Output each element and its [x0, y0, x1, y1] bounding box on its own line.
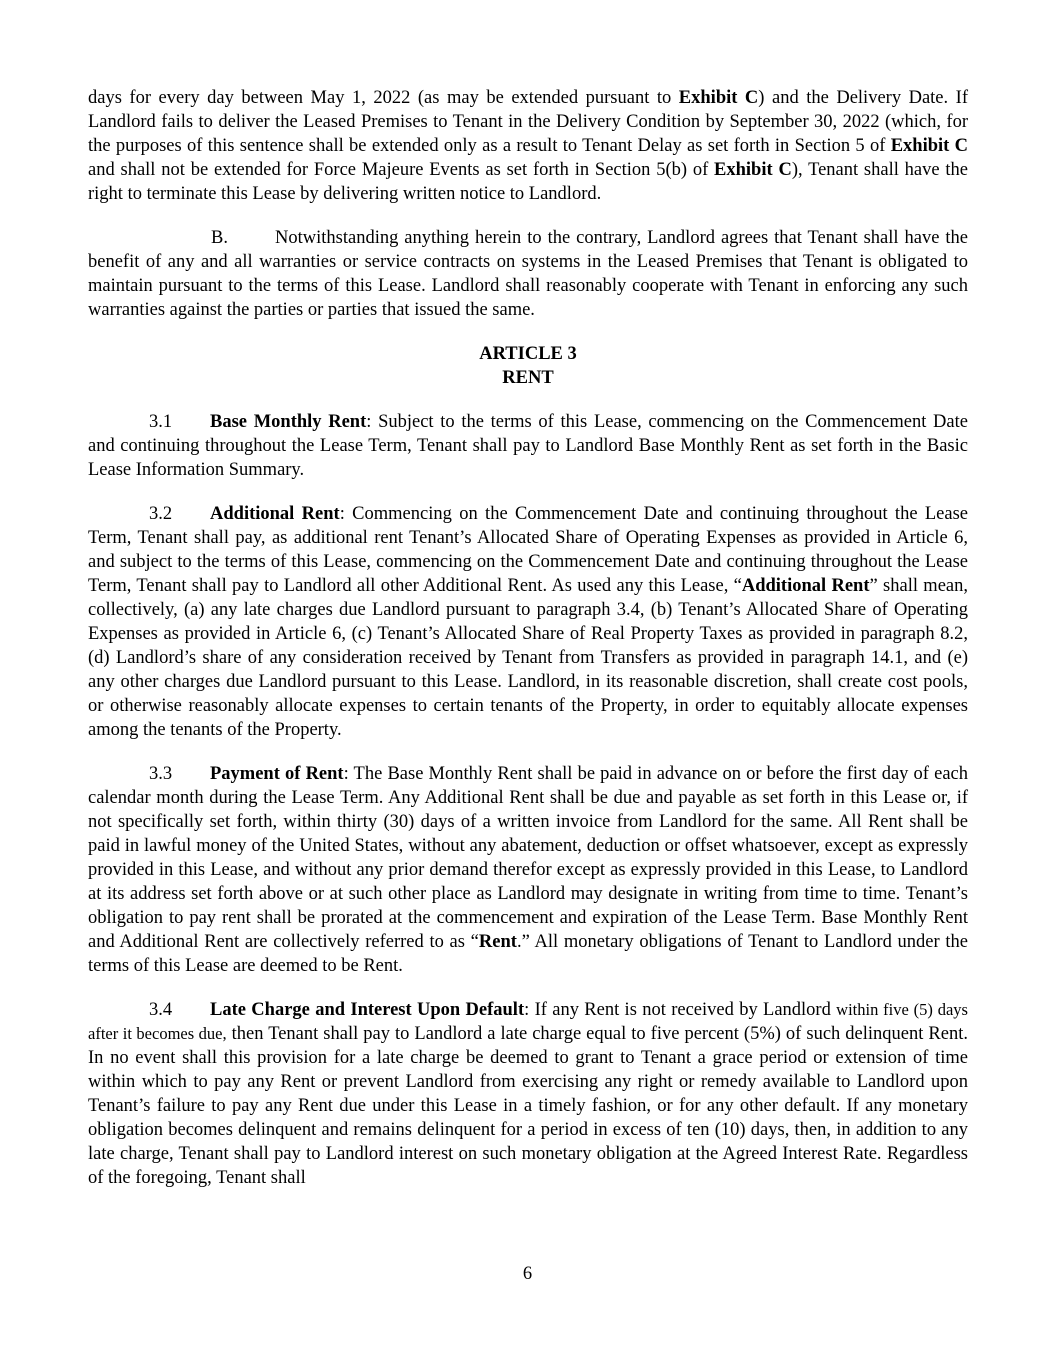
- section-title: Payment of Rent: [210, 764, 344, 784]
- text-run: : If any Rent is not received by Landlord: [524, 1000, 837, 1020]
- section-title: Base Monthly Rent: [210, 412, 367, 432]
- text-run: and shall not be extended for Force Majeure Events as set forth in Section 5(b) of: [88, 160, 715, 180]
- text-run: : Commencing on the Commencement Date and continuing throughout the Lease Term, Tenant shall pay, as additional rent Tenant’s Allocated Share of Operating Expenses as provided in Article 6, and subject to the terms of this Lease, commencing on the Commencement Date and continuing throughout the Lease Term, Tenant shall pay to Landlord all other Additional Rent. As used any this Lease, “: [88, 504, 969, 596]
- document-page: [88, 86, 968, 1210]
- text-run: then Tenant shall pay to Landlord a late charge equal to five percent (5%) of such delinquent Rent. In no event shall this provision for a late charge be deemed to grant to Tenant a grace period or extension of time within which to pay any Rent or prevent Landlord from exercising any right or remedy available to Landlord upon Tenant’s failure to pay any Rent due under this Lease in a timely fashion, or for any other default. If any monetary obligation becomes delinquent and remains delinquent for a period in excess of ten (10) days, then, in addition to any late charge, Tenant shall pay to Landlord interest on such monetary obligation at the Agreed Interest Rate. Regardless of the foregoing, Tenant shall: [88, 1024, 968, 1188]
- section-title: Additional Rent: [210, 504, 340, 524]
- text-run-small: within five (5) days after it becomes due,: [88, 1000, 968, 1043]
- section-3-2: [88, 502, 968, 742]
- article-number: ARTICLE 3: [479, 344, 577, 364]
- text-run: .” All monetary obligations of Tenant to Landlord under the terms of this Lease are deemed to be Rent.: [88, 932, 968, 976]
- text-run: ) and the Delivery Date. If Landlord fails to deliver the Leased Premises to Tenant in the Delivery Condition by September 30, 2022 (which, for the purposes of this sentence shall be extended only as a result to Tenant Delay as set forth in Section 5 of: [88, 88, 968, 156]
- text-run: ), Tenant shall have the right to terminate this Lease by delivering written notice to Landlord.: [88, 160, 968, 204]
- article-heading: [88, 342, 968, 390]
- paragraph-delivery-date: [88, 86, 968, 206]
- paragraph-warranties: [88, 226, 968, 322]
- exhibit-reference: Exhibit C: [714, 160, 792, 180]
- section-3-4: [88, 998, 968, 1190]
- text-run: ” shall mean, collectively, (a) any late charges due Landlord pursuant to paragraph 3.4, (b) Tenant’s Allocated Share of Operating Expenses as provided in Article 6, (c) Tenant’s Allocated Share of Real Property Taxes as provided in paragraph 8.2, (d) Landlord’s share of any consideration received by Tenant from Transfers as provided in paragraph 14.1, and (e) any other charges due Landlord pursuant to this Lease. Landlord, in its reasonable discretion, shall create cost pools, or otherwise reasonably allocate expenses to certain tenants of the Property, in order to equitably allocate expenses among the tenants of the Property.: [88, 576, 968, 740]
- text-run: : The Base Monthly Rent shall be paid in advance on or before the first day of each calendar month during the Lease Term. Any Additional Rent shall be due and payable as set forth in this Lease or, if not specifically set forth, within thirty (30) days of a written invoice from Landlord for the same. All Rent shall be paid in lawful money of the United States, without any abatement, deduction or offset whatsoever, except as expressly provided in this Lease, and without any prior demand therefor except as expressly provided in this Lease, to Landlord at its address set forth above or at such other place as Landlord may designate in writing from time to time. Tenant’s obligation to pay rent shall be prorated at the commencement and expiration of the Lease Term. Base Monthly Rent and Additional Rent are collectively referred to as “: [88, 764, 968, 952]
- defined-term: Additional Rent: [741, 576, 870, 596]
- article-title: RENT: [502, 368, 554, 388]
- section-title: Late Charge and Interest Upon Default: [210, 1000, 525, 1020]
- section-number: 3.4: [149, 1000, 173, 1020]
- exhibit-reference: Exhibit C: [678, 88, 759, 108]
- section-number: 3.1: [149, 412, 173, 432]
- section-number: 3.3: [149, 764, 173, 784]
- exhibit-reference: Exhibit C: [890, 136, 969, 156]
- text-run: : Subject to the terms of this Lease, commencing on the Commencement Date and continuing throughout the Lease Term, Tenant shall pay to Landlord Base Monthly Rent as set forth in the Basic Lease Information Summary.: [88, 412, 968, 480]
- page-number: 6: [522, 1264, 533, 1284]
- section-3-1: [88, 410, 968, 482]
- defined-term: Rent: [478, 932, 517, 952]
- subsection-label: B.: [211, 228, 228, 248]
- section-number: 3.2: [149, 504, 173, 524]
- text-run: Notwithstanding anything herein to the contrary, Landlord agrees that Tenant shall have the benefit of any and all warranties or service contracts on systems in the Leased Premises that Tenant is obligated to maintain pursuant to the terms of this Lease. Landlord shall reasonably cooperate with Tenant in enforcing any such warranties against the parties or parties that issued the same.: [88, 228, 968, 320]
- text-run: days for every day between May 1, 2022 (as may be extended pursuant to: [88, 88, 679, 108]
- section-3-3: [88, 762, 968, 978]
